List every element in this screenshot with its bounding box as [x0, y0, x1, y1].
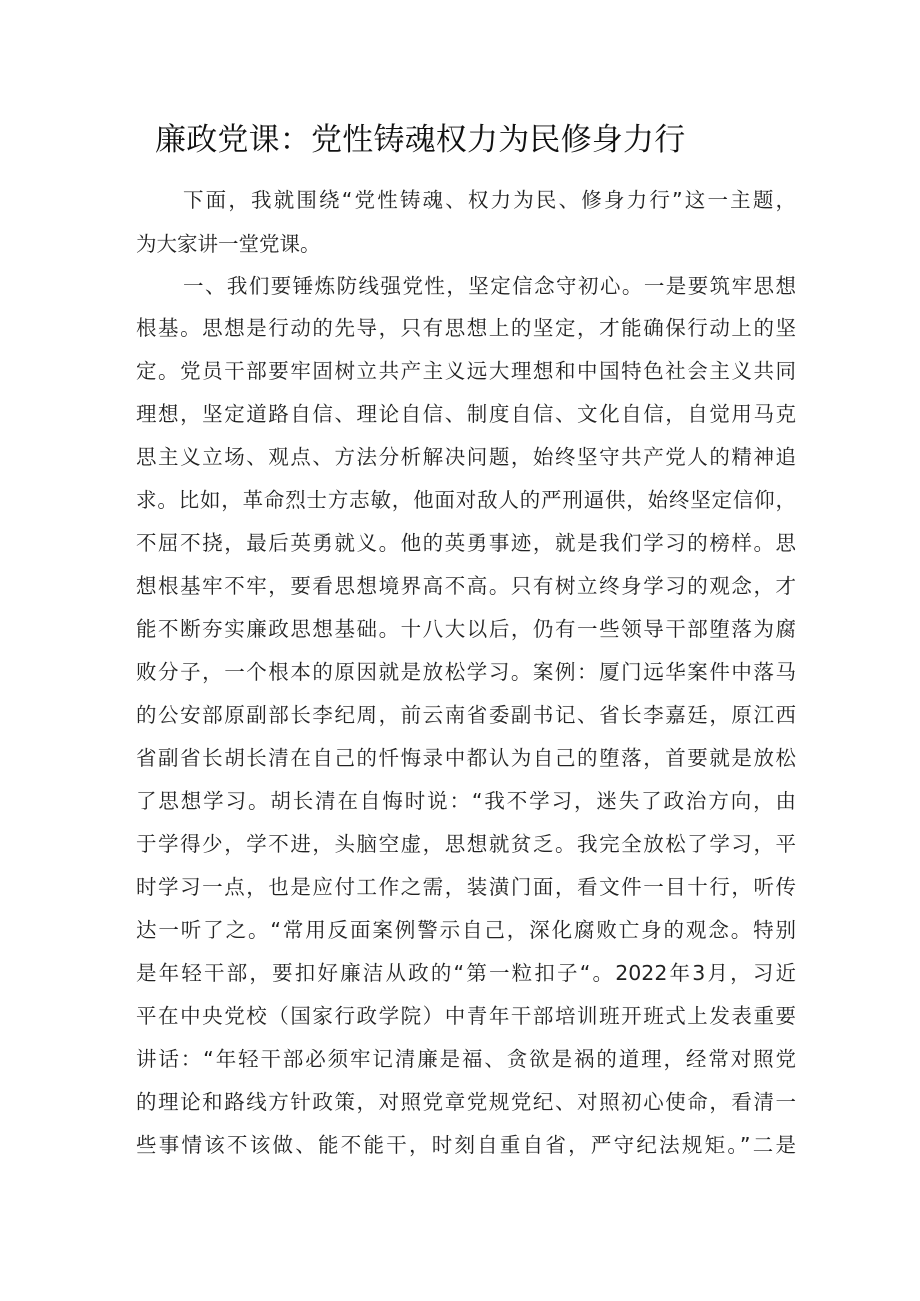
paragraph-line: 了思想学习。胡长清在自悔时说：“我不学习，迷失了政治方向，由 — [136, 789, 796, 813]
paragraph-line: 达一听了之。“常用反面案例警示自己，深化腐败亡身的观念。特别 — [136, 918, 796, 942]
paragraph-line: 想根基牢不牢，要看思想境界高不高。只有树立终身学习的观念，才 — [136, 574, 796, 598]
paragraph-line: 些事情该不该做、能不能干，时刻自重自省，严守纪法规矩。”二是 — [136, 1133, 796, 1157]
paragraph-line: 是年轻干部，要扣好廉洁从政的“第一粒扣子“。2022年3月，习近 — [136, 961, 796, 985]
paragraph-line: 能不断夯实廉政思想基础。十八大以后，仍有一些领导干部堕落为腐 — [136, 617, 796, 641]
paragraph-line: 求。比如，革命烈士方志敏，他面对敌人的严刑逼供，始终坚定信仰， — [136, 488, 796, 512]
paragraph-line: 思主义立场、观点、方法分析解决问题，始终坚守共产党人的精神追 — [136, 445, 796, 469]
document-title: 廉政党课：党性铸魂权力为民修身力行 — [155, 122, 686, 158]
paragraph-line: 根基。思想是行动的先导，只有思想上的坚定，才能确保行动上的坚 — [136, 316, 796, 340]
paragraph-line: 的理论和路线方针政策，对照党章党规党纪、对照初心使命，看清一 — [136, 1090, 796, 1114]
paragraph-line: 不屈不挠，最后英勇就义。他的英勇事迹，就是我们学习的榜样。思 — [136, 531, 796, 555]
paragraph-line: 平在中央党校（国家行政学院）中青年干部培训班开班式上发表重要 — [136, 1004, 796, 1028]
paragraph-line: 讲话：“年轻干部必须牢记清廉是福、贪欲是祸的道理，经常对照党 — [136, 1047, 796, 1071]
paragraph-line: 下面，我就围绕“党性铸魂、权力为民、修身力行”这一主题， — [183, 188, 796, 212]
paragraph-line: 理想，坚定道路自信、理论自信、制度自信、文化自信，自觉用马克 — [136, 402, 796, 426]
paragraph-line: 省副省长胡长清在自己的忏悔录中都认为自己的堕落，首要就是放松 — [136, 746, 796, 770]
paragraph-line: 定。党员干部要牢固树立共产主义远大理想和中国特色社会主义共同 — [136, 359, 796, 383]
paragraph-line: 于学得少，学不进，头脑空虚，思想就贫乏。我完全放松了学习，平 — [136, 832, 796, 856]
paragraph-line: 一、我们要锤炼防线强党性，坚定信念守初心。一是要筑牢思想 — [183, 274, 796, 298]
paragraph-line: 为大家讲一堂党课。 — [136, 232, 321, 256]
paragraph-line: 败分子，一个根本的原因就是放松学习。案例：厦门远华案件中落马 — [136, 660, 796, 684]
paragraph-line: 的公安部原副部长李纪周，前云南省委副书记、省长李嘉廷，原江西 — [136, 703, 796, 727]
paragraph-line: 时学习一点，也是应付工作之需，装潢门面，看文件一目十行，听传 — [136, 875, 796, 899]
